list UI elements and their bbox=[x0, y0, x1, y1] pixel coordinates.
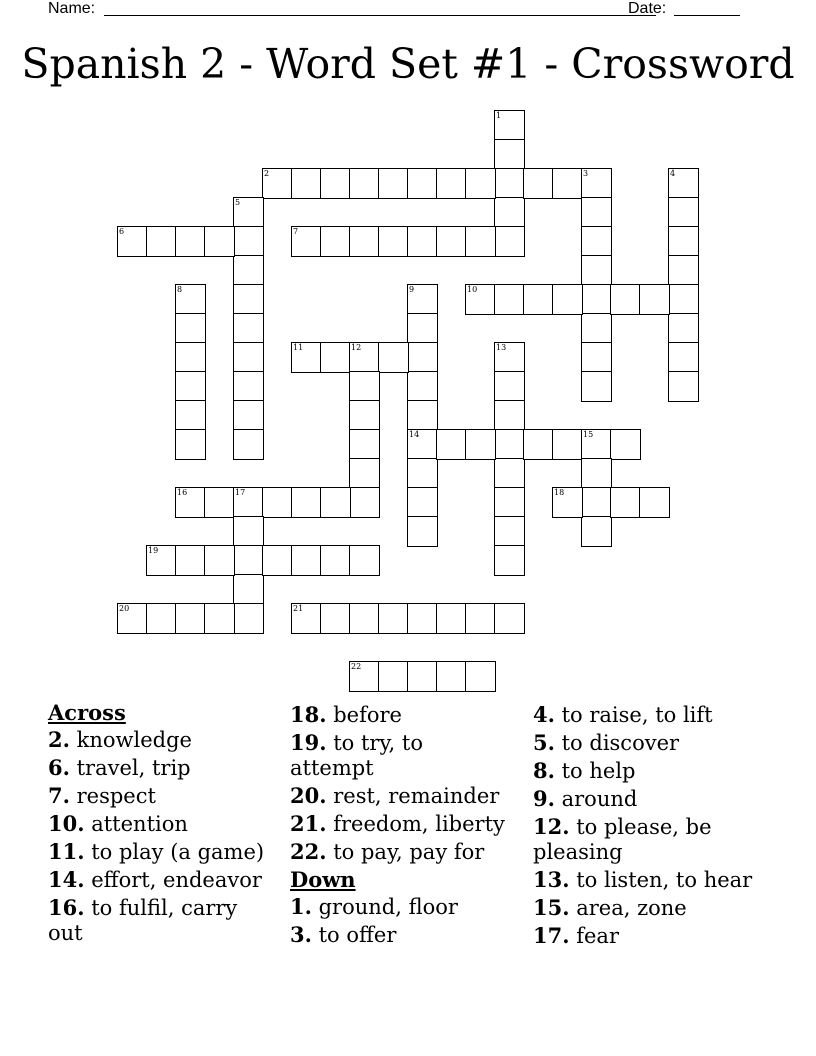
grid-cell[interactable] bbox=[262, 545, 293, 576]
grid-cell[interactable] bbox=[378, 168, 409, 199]
clue-number: 21 bbox=[293, 604, 304, 613]
grid-cell[interactable] bbox=[233, 197, 264, 228]
grid-cell[interactable] bbox=[233, 284, 264, 315]
grid-cell[interactable] bbox=[668, 342, 699, 373]
grid-cell[interactable] bbox=[175, 342, 206, 373]
grid-cell[interactable] bbox=[349, 429, 380, 460]
grid-cell[interactable] bbox=[349, 487, 380, 518]
grid-cell[interactable] bbox=[581, 313, 612, 344]
grid-cell[interactable] bbox=[175, 284, 206, 315]
grid-cell[interactable] bbox=[639, 284, 670, 315]
grid-cell[interactable] bbox=[581, 516, 612, 547]
grid-cell[interactable] bbox=[494, 139, 525, 170]
grid-cell[interactable] bbox=[233, 371, 264, 402]
grid-cell[interactable] bbox=[465, 603, 496, 634]
clue-number: 15. bbox=[533, 895, 570, 920]
clue-text: before bbox=[326, 703, 402, 727]
grid-cell[interactable] bbox=[581, 429, 612, 460]
clue-text: to raise, to lift bbox=[554, 703, 713, 727]
clue-text: to try, to attempt bbox=[290, 731, 423, 780]
clue-number: 7. bbox=[48, 783, 70, 808]
clue-down-6 bbox=[533, 814, 763, 865]
clue-number: 8 bbox=[177, 285, 183, 294]
clue-text: respect bbox=[69, 784, 156, 808]
grid-cell[interactable] bbox=[233, 603, 264, 634]
clue-number: 11 bbox=[293, 343, 304, 352]
grid-cell[interactable] bbox=[407, 313, 438, 344]
grid-cell[interactable] bbox=[175, 400, 206, 431]
clue-number: 12. bbox=[533, 814, 570, 839]
grid-cell[interactable] bbox=[262, 487, 293, 518]
grid-cell[interactable] bbox=[233, 226, 264, 257]
grid-cell[interactable] bbox=[465, 168, 496, 199]
grid-cell[interactable] bbox=[494, 342, 525, 373]
grid-cell[interactable] bbox=[494, 516, 525, 547]
grid-cell[interactable] bbox=[581, 226, 612, 257]
grid-cell[interactable] bbox=[291, 226, 322, 257]
grid-cell[interactable] bbox=[494, 429, 525, 460]
grid-cell[interactable] bbox=[407, 226, 438, 257]
clues-column-1 bbox=[48, 700, 273, 946]
grid-cell[interactable] bbox=[465, 661, 496, 692]
grid-cell[interactable] bbox=[233, 342, 264, 373]
grid-cell[interactable] bbox=[494, 545, 525, 576]
grid-cell[interactable] bbox=[436, 429, 467, 460]
grid-cell[interactable] bbox=[494, 168, 525, 199]
clue-across-11 bbox=[290, 839, 512, 865]
clue-number: 22 bbox=[351, 662, 362, 671]
grid-cell[interactable] bbox=[523, 429, 554, 460]
grid-cell[interactable] bbox=[291, 487, 322, 518]
grid-cell[interactable] bbox=[407, 371, 438, 402]
grid-cell[interactable] bbox=[668, 284, 699, 315]
clue-across-9 bbox=[290, 783, 512, 809]
grid-cell[interactable] bbox=[494, 284, 525, 315]
page-title: Spanish 2 - Word Set #1 - Crossword bbox=[21, 40, 795, 88]
grid-cell[interactable] bbox=[146, 545, 177, 576]
clue-number: 13. bbox=[533, 867, 570, 892]
clue-number: 5 bbox=[235, 198, 241, 207]
clue-text: to listen, to hear bbox=[569, 868, 753, 892]
grid-cell[interactable] bbox=[175, 603, 206, 634]
grid-cell[interactable] bbox=[407, 168, 438, 199]
grid-cell[interactable] bbox=[291, 342, 322, 373]
clue-number: 20. bbox=[290, 783, 327, 808]
clue-number: 2 bbox=[264, 169, 270, 178]
grid-cell[interactable] bbox=[175, 313, 206, 344]
grid-cell[interactable] bbox=[639, 487, 670, 518]
grid-cell[interactable] bbox=[668, 255, 699, 286]
grid-cell[interactable] bbox=[407, 342, 438, 373]
grid-cell[interactable] bbox=[668, 371, 699, 402]
clue-across-6 bbox=[48, 895, 273, 946]
across-heading: Across bbox=[48, 700, 126, 725]
clue-across-3 bbox=[48, 811, 273, 837]
grid-cell[interactable] bbox=[378, 342, 409, 373]
grid-cell[interactable] bbox=[175, 226, 206, 257]
clue-number: 19. bbox=[290, 730, 327, 755]
clue-down-7 bbox=[533, 867, 763, 893]
grid-cell[interactable] bbox=[320, 603, 351, 634]
clue-text: freedom, liberty bbox=[326, 812, 505, 836]
clue-across-10 bbox=[290, 811, 512, 837]
grid-cell[interactable] bbox=[581, 371, 612, 402]
clue-number: 1. bbox=[290, 894, 312, 919]
grid-cell[interactable] bbox=[407, 400, 438, 431]
grid-cell[interactable] bbox=[349, 168, 380, 199]
grid-cell[interactable] bbox=[668, 313, 699, 344]
grid-cell[interactable] bbox=[436, 603, 467, 634]
grid-cell[interactable] bbox=[523, 168, 554, 199]
grid-cell[interactable] bbox=[262, 168, 293, 199]
grid-cell[interactable] bbox=[581, 284, 612, 315]
grid-cell[interactable] bbox=[407, 661, 438, 692]
clue-text: to discover bbox=[554, 731, 680, 755]
grid-cell[interactable] bbox=[320, 487, 351, 518]
grid-cell[interactable] bbox=[320, 545, 351, 576]
grid-cell[interactable] bbox=[175, 545, 206, 576]
clue-text: around bbox=[554, 787, 638, 811]
clue-number: 10 bbox=[467, 285, 478, 294]
clue-number: 11. bbox=[48, 839, 85, 864]
clue-text: to play (a game) bbox=[84, 840, 265, 864]
grid-cell[interactable] bbox=[233, 574, 264, 605]
grid-cell[interactable] bbox=[204, 603, 235, 634]
grid-cell[interactable] bbox=[552, 284, 583, 315]
grid-cell[interactable] bbox=[494, 197, 525, 228]
clue-number: 16. bbox=[48, 895, 85, 920]
grid-cell[interactable] bbox=[349, 400, 380, 431]
grid-cell[interactable] bbox=[407, 516, 438, 547]
grid-cell[interactable] bbox=[581, 197, 612, 228]
clue-text: fear bbox=[569, 924, 619, 948]
grid-cell[interactable] bbox=[610, 487, 641, 518]
grid-cell[interactable] bbox=[581, 487, 612, 518]
grid-cell[interactable] bbox=[204, 226, 235, 257]
grid-cell[interactable] bbox=[378, 226, 409, 257]
clue-text: to please, be pleasing bbox=[533, 815, 712, 864]
grid-cell[interactable] bbox=[407, 429, 438, 460]
clue-number: 1 bbox=[496, 111, 502, 120]
grid-cell[interactable] bbox=[291, 545, 322, 576]
grid-cell[interactable] bbox=[581, 342, 612, 373]
grid-cell[interactable] bbox=[407, 458, 438, 489]
clue-number: 19 bbox=[148, 546, 159, 555]
clue-across-0 bbox=[48, 727, 273, 753]
grid-cell[interactable] bbox=[349, 371, 380, 402]
grid-cell[interactable] bbox=[581, 168, 612, 199]
clue-number: 8. bbox=[533, 758, 555, 783]
clue-text: to fulfil, carry out bbox=[48, 896, 238, 945]
clue-text: knowledge bbox=[69, 728, 192, 752]
grid-cell[interactable] bbox=[233, 516, 264, 547]
clue-number: 7 bbox=[293, 227, 299, 236]
grid-cell[interactable] bbox=[465, 429, 496, 460]
clue-number: 16 bbox=[177, 488, 188, 497]
grid-cell[interactable] bbox=[552, 487, 583, 518]
grid-cell[interactable] bbox=[436, 168, 467, 199]
clue-number: 17 bbox=[235, 488, 246, 497]
grid-cell[interactable] bbox=[233, 255, 264, 286]
clue-text: effort, endeavor bbox=[84, 868, 262, 892]
grid-cell[interactable] bbox=[291, 603, 322, 634]
grid-cell[interactable] bbox=[407, 603, 438, 634]
grid-cell[interactable] bbox=[610, 284, 641, 315]
grid-cell[interactable] bbox=[320, 342, 351, 373]
clue-text: to pay, pay for bbox=[326, 840, 485, 864]
grid-cell[interactable] bbox=[552, 168, 583, 199]
grid-cell[interactable] bbox=[494, 487, 525, 518]
clue-number: 22. bbox=[290, 839, 327, 864]
clue-number: 3 bbox=[583, 169, 589, 178]
grid-cell[interactable] bbox=[146, 226, 177, 257]
clue-down-2 bbox=[533, 702, 763, 728]
grid-cell[interactable] bbox=[349, 342, 380, 373]
grid-cell[interactable] bbox=[175, 371, 206, 402]
grid-cell[interactable] bbox=[320, 226, 351, 257]
clue-text: to offer bbox=[311, 923, 397, 947]
clue-number: 9. bbox=[533, 786, 555, 811]
clue-number: 17. bbox=[533, 923, 570, 948]
grid-cell[interactable] bbox=[436, 226, 467, 257]
date-label: Date: bbox=[628, 0, 667, 17]
grid-cell[interactable] bbox=[552, 429, 583, 460]
clue-number: 9 bbox=[409, 285, 415, 294]
clue-text: rest, remainder bbox=[326, 784, 500, 808]
grid-cell[interactable] bbox=[349, 545, 380, 576]
clue-number: 14 bbox=[409, 430, 420, 439]
down-heading: Down bbox=[290, 867, 356, 892]
clue-text: to help bbox=[554, 759, 636, 783]
clue-text: attention bbox=[84, 812, 188, 836]
grid-cell[interactable] bbox=[436, 661, 467, 692]
grid-cell[interactable] bbox=[523, 284, 554, 315]
clue-number: 18. bbox=[290, 702, 327, 727]
clue-number: 2. bbox=[48, 727, 70, 752]
grid-cell[interactable] bbox=[465, 226, 496, 257]
clue-number: 13 bbox=[496, 343, 507, 352]
grid-cell[interactable] bbox=[668, 226, 699, 257]
clue-across-4 bbox=[48, 839, 273, 865]
clue-across-1 bbox=[48, 755, 273, 781]
grid-cell[interactable] bbox=[349, 603, 380, 634]
grid-cell[interactable] bbox=[204, 545, 235, 576]
grid-cell[interactable] bbox=[146, 603, 177, 634]
clue-number: 20 bbox=[119, 604, 130, 613]
clue-number: 18 bbox=[554, 488, 565, 497]
grid-cell[interactable] bbox=[494, 226, 525, 257]
grid-cell[interactable] bbox=[581, 255, 612, 286]
clue-down-3 bbox=[533, 730, 763, 756]
grid-cell[interactable] bbox=[349, 661, 380, 692]
grid-cell[interactable] bbox=[668, 168, 699, 199]
grid-cell[interactable] bbox=[204, 487, 235, 518]
grid-cell[interactable] bbox=[494, 603, 525, 634]
clue-down-1 bbox=[290, 922, 512, 948]
grid-cell[interactable] bbox=[291, 168, 322, 199]
grid-cell[interactable] bbox=[320, 168, 351, 199]
clue-down-5 bbox=[533, 786, 763, 812]
clue-text: ground, floor bbox=[311, 895, 458, 919]
clue-number: 14. bbox=[48, 867, 85, 892]
clue-number: 10. bbox=[48, 811, 85, 836]
clue-number: 6 bbox=[119, 227, 125, 236]
grid-cell[interactable] bbox=[349, 226, 380, 257]
grid-cell[interactable] bbox=[668, 197, 699, 228]
grid-cell[interactable] bbox=[233, 400, 264, 431]
clue-number: 4. bbox=[533, 702, 555, 727]
clue-text: area, zone bbox=[569, 896, 687, 920]
clue-number: 3. bbox=[290, 922, 312, 947]
grid-cell[interactable] bbox=[407, 487, 438, 518]
clues-column-3 bbox=[533, 700, 763, 949]
clue-text: travel, trip bbox=[69, 756, 191, 780]
clue-number: 4 bbox=[670, 169, 676, 178]
grid-cell[interactable] bbox=[233, 545, 264, 576]
clue-across-5 bbox=[48, 867, 273, 893]
grid-cell[interactable] bbox=[494, 371, 525, 402]
clue-number: 6. bbox=[48, 755, 70, 780]
grid-cell[interactable] bbox=[233, 429, 264, 460]
clue-across-7 bbox=[290, 702, 512, 728]
grid-cell[interactable] bbox=[494, 400, 525, 431]
grid-cell[interactable] bbox=[175, 429, 206, 460]
clue-across-8 bbox=[290, 730, 512, 781]
grid-cell[interactable] bbox=[610, 429, 641, 460]
clue-down-0 bbox=[290, 894, 512, 920]
clue-number: 21. bbox=[290, 811, 327, 836]
grid-cell[interactable] bbox=[117, 226, 148, 257]
clue-number: 15 bbox=[583, 430, 594, 439]
name-label: Name: bbox=[48, 0, 96, 17]
clue-number: 5. bbox=[533, 730, 555, 755]
clue-down-4 bbox=[533, 758, 763, 784]
grid-cell[interactable] bbox=[233, 487, 264, 518]
grid-cell[interactable] bbox=[494, 458, 525, 489]
clues-column-2 bbox=[290, 700, 512, 948]
grid-cell[interactable] bbox=[407, 284, 438, 315]
grid-cell[interactable] bbox=[378, 603, 409, 634]
grid-cell[interactable] bbox=[494, 110, 525, 141]
clue-down-8 bbox=[533, 895, 763, 921]
grid-cell[interactable] bbox=[465, 284, 496, 315]
grid-cell[interactable] bbox=[581, 458, 612, 489]
clue-down-9 bbox=[533, 923, 763, 949]
grid-cell[interactable] bbox=[233, 313, 264, 344]
grid-cell[interactable] bbox=[175, 487, 206, 518]
grid-cell[interactable] bbox=[117, 603, 148, 634]
clue-number: 12 bbox=[351, 343, 362, 352]
grid-cell[interactable] bbox=[378, 661, 409, 692]
grid-cell[interactable] bbox=[349, 458, 380, 489]
clue-across-2 bbox=[48, 783, 273, 809]
